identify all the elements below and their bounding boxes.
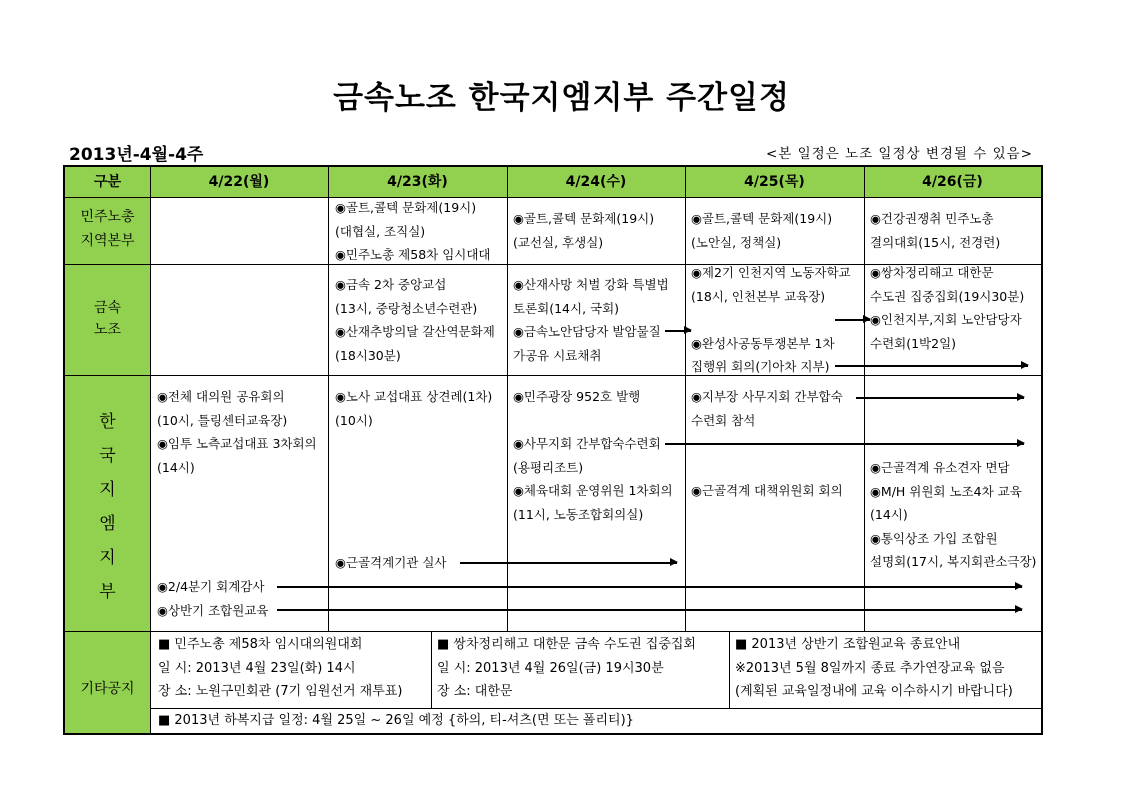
union-thu: ◉제2기 인천지역 노동자학교 (18시, 인천본부 교육장) ◉완성사공동투쟁본부 1차 집행위 회의(기아차 지부): [691, 265, 851, 374]
arrow-union-fri: [835, 319, 870, 321]
schedule-table: [63, 165, 1043, 735]
gm-tue-bottom: ◉근골격계기관 실사: [335, 555, 447, 570]
regional-tue: ◉골트,콜텍 문화제(19시) (대협실, 조직실) ◉민주노총 제58차 임시대대: [335, 200, 491, 262]
change-notice: <본 일정은 노조 일정상 변경될 수 있음>: [766, 146, 1033, 162]
union-fri: ◉쌍차정리해고 대한문 수도권 집중집회(19시30분) ◉인천지부,지회 노안담당자 수련회(1박2일): [870, 265, 1025, 351]
header-category: 구분: [93, 174, 122, 190]
notice-bonus: ■ 2013년 하복지급 일정: 4월 25일 ~ 26일 예정 {하의, 티-셔츠(면 또는 폴리티)}: [158, 713, 634, 728]
union-tue: ◉금속 2차 중앙교섭 (13시, 중랑청소년수련관) ◉산재추방의달 갈산역문화제 (18시30분): [335, 277, 495, 363]
gm-fri: ◉근골격계 유소견자 면담 ◉M/H 위원회 노조4차 교육 (14시) ◉통익상조 가입 조합원 설명회(17시, 복지회관소극장): [870, 460, 1037, 569]
gm-wed: ◉민주광장 952호 발행 ◉사무지회 간부합숙수련회 (용평리조트) ◉체육대회 운영위원 1차회의 (11시, 노동조합회의실): [513, 389, 673, 522]
page-title: 금속노조 한국지엠지부 주간일정: [333, 80, 790, 116]
regional-wed: ◉골트,콜텍 문화제(19시) (교선실, 후생실): [513, 211, 655, 250]
row-label-gm: 한 국 지 엠 지 부: [99, 412, 116, 602]
arrow-gm-wed: [665, 443, 1024, 445]
notice-box-2: ■ 쌍차정리해고 대한문 금속 수도권 집중집회 일 시: 2013년 4월 26일(금) 19시30분 장 소: 대한문: [437, 637, 696, 699]
regional-fri: ◉건강권쟁취 민주노총 결의대회(15시, 전경련): [870, 211, 1001, 250]
header-day-thu: 4/25(목): [744, 174, 805, 190]
gm-mon-bottom: ◉2/4분기 회계감사 ◉상반기 조합원교육: [157, 579, 269, 618]
notice-box-1: ■ 민주노총 제58차 임시대의원대회 일 시: 2013년 4월 23일(화) 14시 장 소: 노원구민회관 (7기 임원선거 재투표): [158, 637, 403, 699]
header-day-tue: 4/23(화): [387, 174, 448, 190]
gm-mon: ◉전체 대의원 공유회의 (10시, 틀링센터교육장) ◉임투 노측교섭대표 3차회의 (14시): [157, 389, 317, 475]
row-label-etc: 기타공지: [80, 681, 135, 697]
gm-thu: ◉지부장 사무지회 간부합숙 수련회 참석 ◉근골격계 대책위원회 회의: [691, 389, 843, 498]
row-label-union: 금속 노조: [93, 300, 122, 338]
regional-thu: ◉골트,콜텍 문화제(19시) (노안실, 정책실): [691, 211, 833, 250]
arrow-gm-education: [277, 609, 1022, 611]
row-label-regional: 민주노총 지역본부: [80, 209, 135, 249]
arrow-gm-tue: [460, 562, 677, 564]
arrow-union-wed: [665, 330, 691, 332]
arrow-union-thu: [835, 365, 1028, 367]
notice-box-3: ■ 2013년 상반기 조합원교육 종료안내 ※2013년 5월 8일까지 종료 추가연장교육 없음 (계획된 교육일정내에 교육 이수하시기 바랍니다): [735, 637, 1013, 699]
gm-tue: ◉노사 교섭대표 상견례(1차) (10시): [335, 389, 493, 428]
union-wed: ◉산재사망 처벌 강화 특별법 토론회(14시, 국회) ◉금속노안담당자 발암물질 가공유 시료채취: [513, 277, 669, 363]
header-day-fri: 4/26(금): [922, 174, 983, 190]
arrow-gm-audit: [277, 586, 1022, 588]
arrow-gm-thu: [856, 397, 1024, 399]
week-label: 2013년-4월-4주: [69, 145, 204, 165]
header-day-mon: 4/22(월): [208, 174, 270, 190]
header-day-wed: 4/24(수): [565, 174, 627, 190]
